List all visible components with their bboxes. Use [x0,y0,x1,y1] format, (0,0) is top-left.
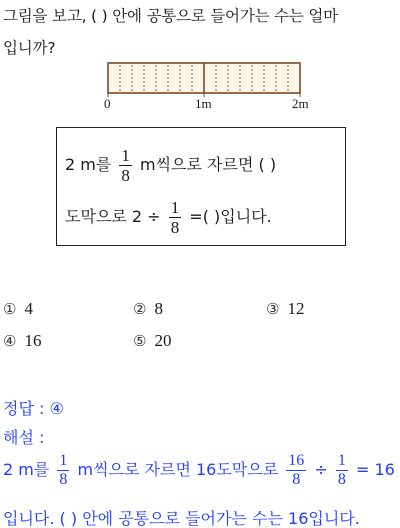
option-4[interactable] [3,331,41,351]
box-l2-text-a: 도막으로 2 ÷ [65,207,161,226]
option-marker: ④ [3,332,17,350]
problem-box [56,127,346,246]
fraction-1-8 [169,198,182,237]
box-line-1 [65,146,276,185]
denominator: 8 [170,218,180,237]
numerator: 1 [121,146,130,165]
option-3[interactable] [266,299,304,319]
fraction-1-8 [336,452,348,489]
option-marker: ① [3,300,17,318]
option-value: 20 [154,331,172,350]
explanation-label: 해설 : [3,428,45,447]
numerator: 1 [337,452,346,469]
answer-label: 정답 : ④ [3,399,64,418]
option-1[interactable] [3,299,33,319]
box-line-2 [65,198,272,237]
option-value: 16 [24,331,42,350]
question-line-2: 입니까? [3,39,56,57]
denominator: 8 [337,471,346,488]
fraction-16-8 [286,452,306,489]
explanation-line-2: 입니다. ( ) 안에 공통으로 들어가는 수는 16입니다. [3,509,360,528]
option-2[interactable] [133,299,163,319]
option-value: 8 [154,299,163,318]
denominator: 8 [121,166,130,185]
denominator: 8 [292,471,301,488]
box-l1-text-b: m씩으로 자르면 ( ) [140,155,277,174]
numerator: 1 [170,198,180,217]
exp-text-a: 2 m를 [3,460,50,479]
numerator: 1 [59,452,68,469]
exp-text-c: = 16 [355,460,395,479]
option-marker: ② [133,300,147,318]
tick-label-1m: 1m [195,96,212,111]
box-l1-text-a: 2 m를 [65,155,112,174]
explanation-line-1 [3,452,395,489]
fraction-1-8 [57,452,69,489]
tick-label-0: 0 [104,96,111,111]
option-marker: ⑤ [133,332,147,350]
fraction-1-8 [119,146,132,185]
option-value: 4 [24,299,33,318]
option-marker: ③ [266,300,280,318]
box-l2-text-b: =( )입니다. [189,207,272,226]
denominator: 8 [59,471,68,488]
divide-sign: ÷ [314,460,328,479]
question-line-1: 그림을 보고, ( ) 안에 공통으로 들어가는 수는 얼마 [3,7,338,25]
option-5[interactable] [133,331,171,351]
exp-text-b: m씩으로 자르면 16도막으로 [77,460,279,479]
option-value: 12 [287,299,305,318]
numerator: 16 [288,452,305,469]
tick-label-2m: 2m [292,96,309,111]
